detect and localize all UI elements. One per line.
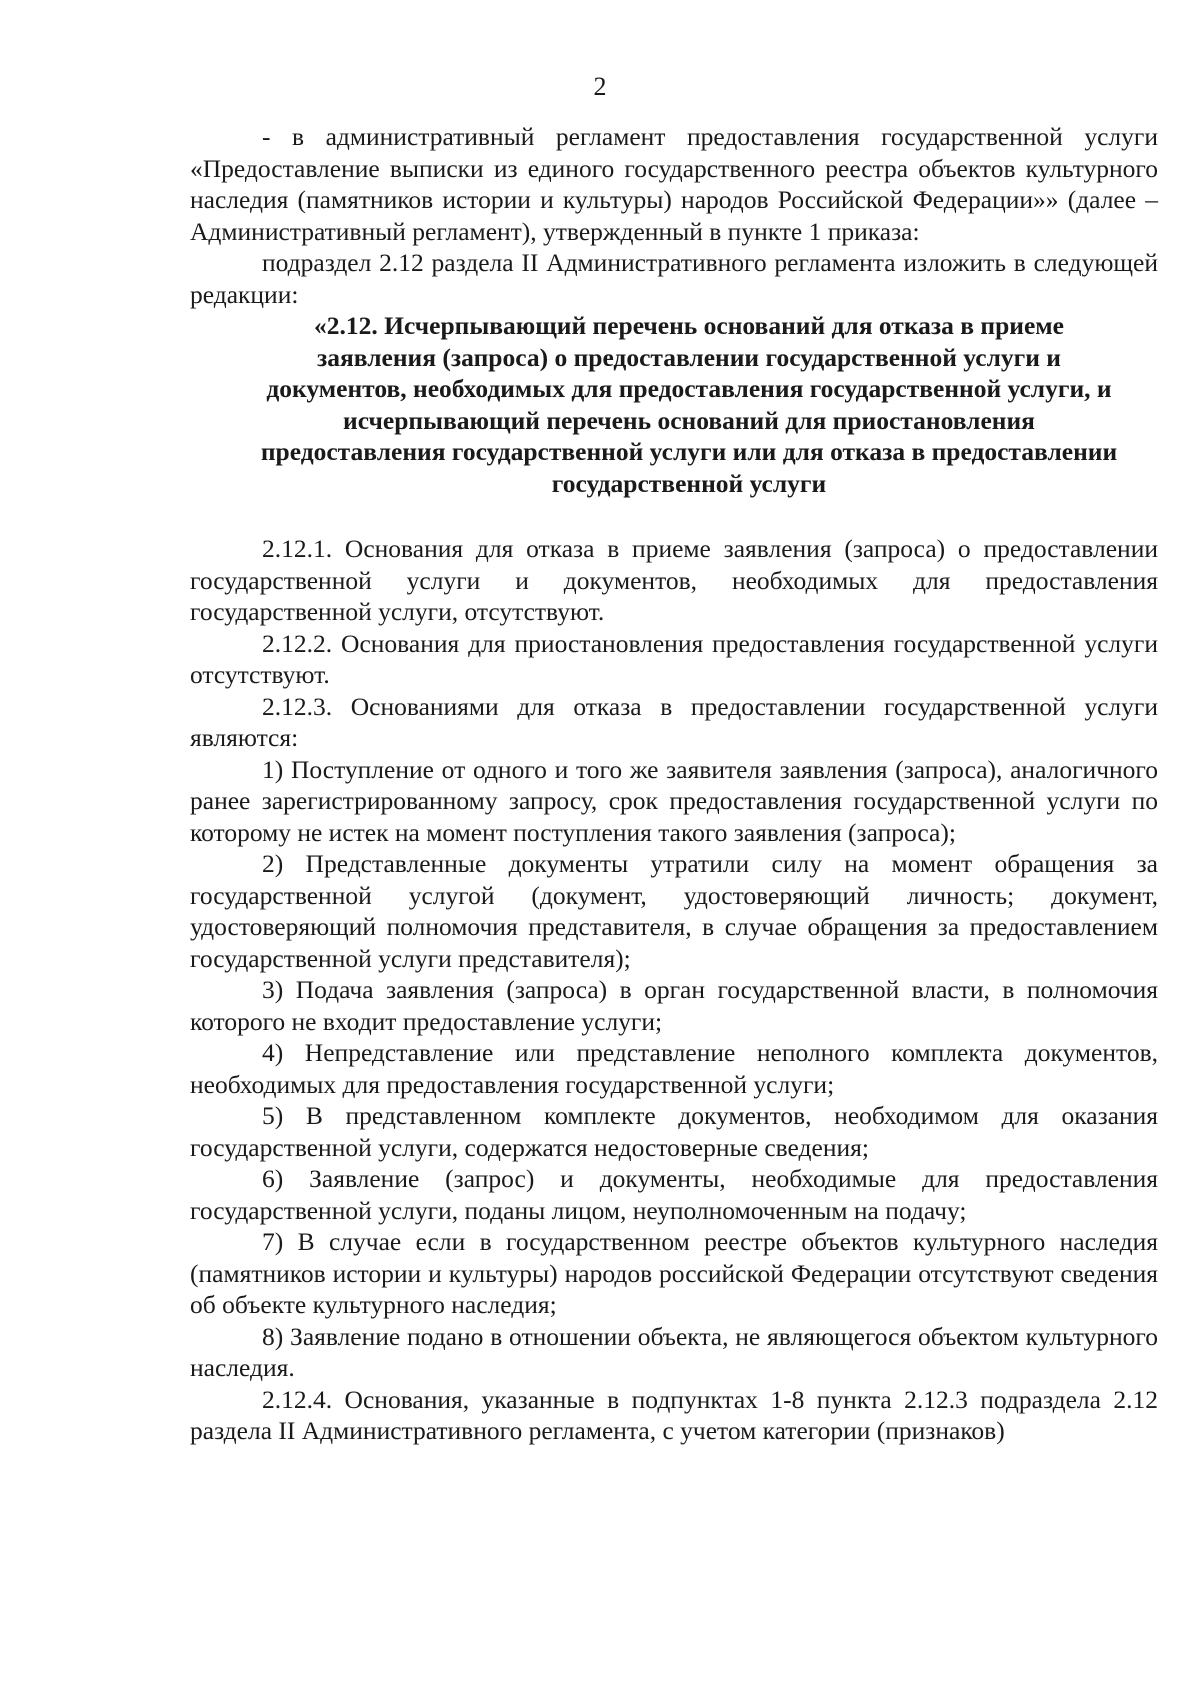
ground-item-4: 4) Непредставление или представление неполного комплекта документов, необходимых для предоставления государственной услуги; — [190, 1038, 1158, 1099]
amendment-paragraph: - в административный регламент предоставления государственной услуги «Предоставление выписки из единого государственного реестра объектов культурного наследия (памятников истории и культуры) народов Российской Федерации»» (далее – Административный регламент), утвержденный в пункте 1 приказа: — [190, 122, 1158, 246]
page-number: 2 — [593, 72, 607, 101]
clause-2-12-4: 2.12.4. Основания, указанные в подпунктах 1-8 пункта 2.12.3 подраздела 2.12 раздела II Административного регламента, с учетом категории (признаков) — [190, 1384, 1158, 1445]
clause-2-12-2: 2.12.2. Основания для приостановления предоставления государственной услуги отсутствуют. — [190, 628, 1158, 689]
ground-item-7: 7) В случае если в государственном реестре объектов культурного наследия (памятников истории и культуры) народов российской Федерации отсутствуют сведения об объекте культурного наследия; — [190, 1227, 1158, 1319]
ground-item-8: 8) Заявление подано в отношении объекта, не являющегося объектом культурного наследия. — [190, 1321, 1158, 1382]
ground-item-5: 5) В представленном комплекте документов, необходимом для оказания государственной услуги, содержатся недостоверные сведения; — [190, 1101, 1158, 1162]
clause-2-12-3: 2.12.3. Основаниями для отказа в предоставлении государственной услуги являются: — [190, 691, 1158, 752]
ground-item-6: 6) Заявление (запрос) и документы, необходимые для предоставления государственной услуги, поданы лицом, неуполномоченным на подачу; — [190, 1164, 1158, 1225]
document-body — [190, 121, 1158, 1447]
ground-item-3: 3) Подача заявления (запроса) в орган государственной власти, в полномочия которого не входит предоставление услуги; — [190, 975, 1158, 1036]
section-heading: «2.12. Исчерпывающий перечень оснований для отказа в приеме заявления (запроса) о предоставлении государственной услуги и документов, необходимых для предоставления государственной услуги, и исчерпывающий перечень оснований для приостановления предоставления государственной услуги или для отказа в предоставлении государственной услуги — [260, 311, 1118, 498]
ground-item-2: 2) Представленные документы утратили силу на момент обращения за государственной услугой (документ, удостоверяющий личность; документ, удостоверяющий полномочия представителя, в случае обращения за предоставлением государственной услуги представителя); — [190, 849, 1158, 973]
ground-item-1: 1) Поступление от одного и того же заявителя заявления (запроса), аналогичного ранее зарегистрированному запросу, срок предоставления государственной услуги по которому не истек на момент поступления такого заявления (запроса); — [190, 754, 1158, 847]
clause-2-12-1: 2.12.1. Основания для отказа в приеме заявления (запроса) о предоставлении государственной услуги и документов, необходимых для предоставления государственной услуги, отсутствуют. — [190, 534, 1158, 626]
instruction-paragraph: подраздел 2.12 раздела II Административного регламента изложить в следующей редакции: — [190, 248, 1158, 309]
